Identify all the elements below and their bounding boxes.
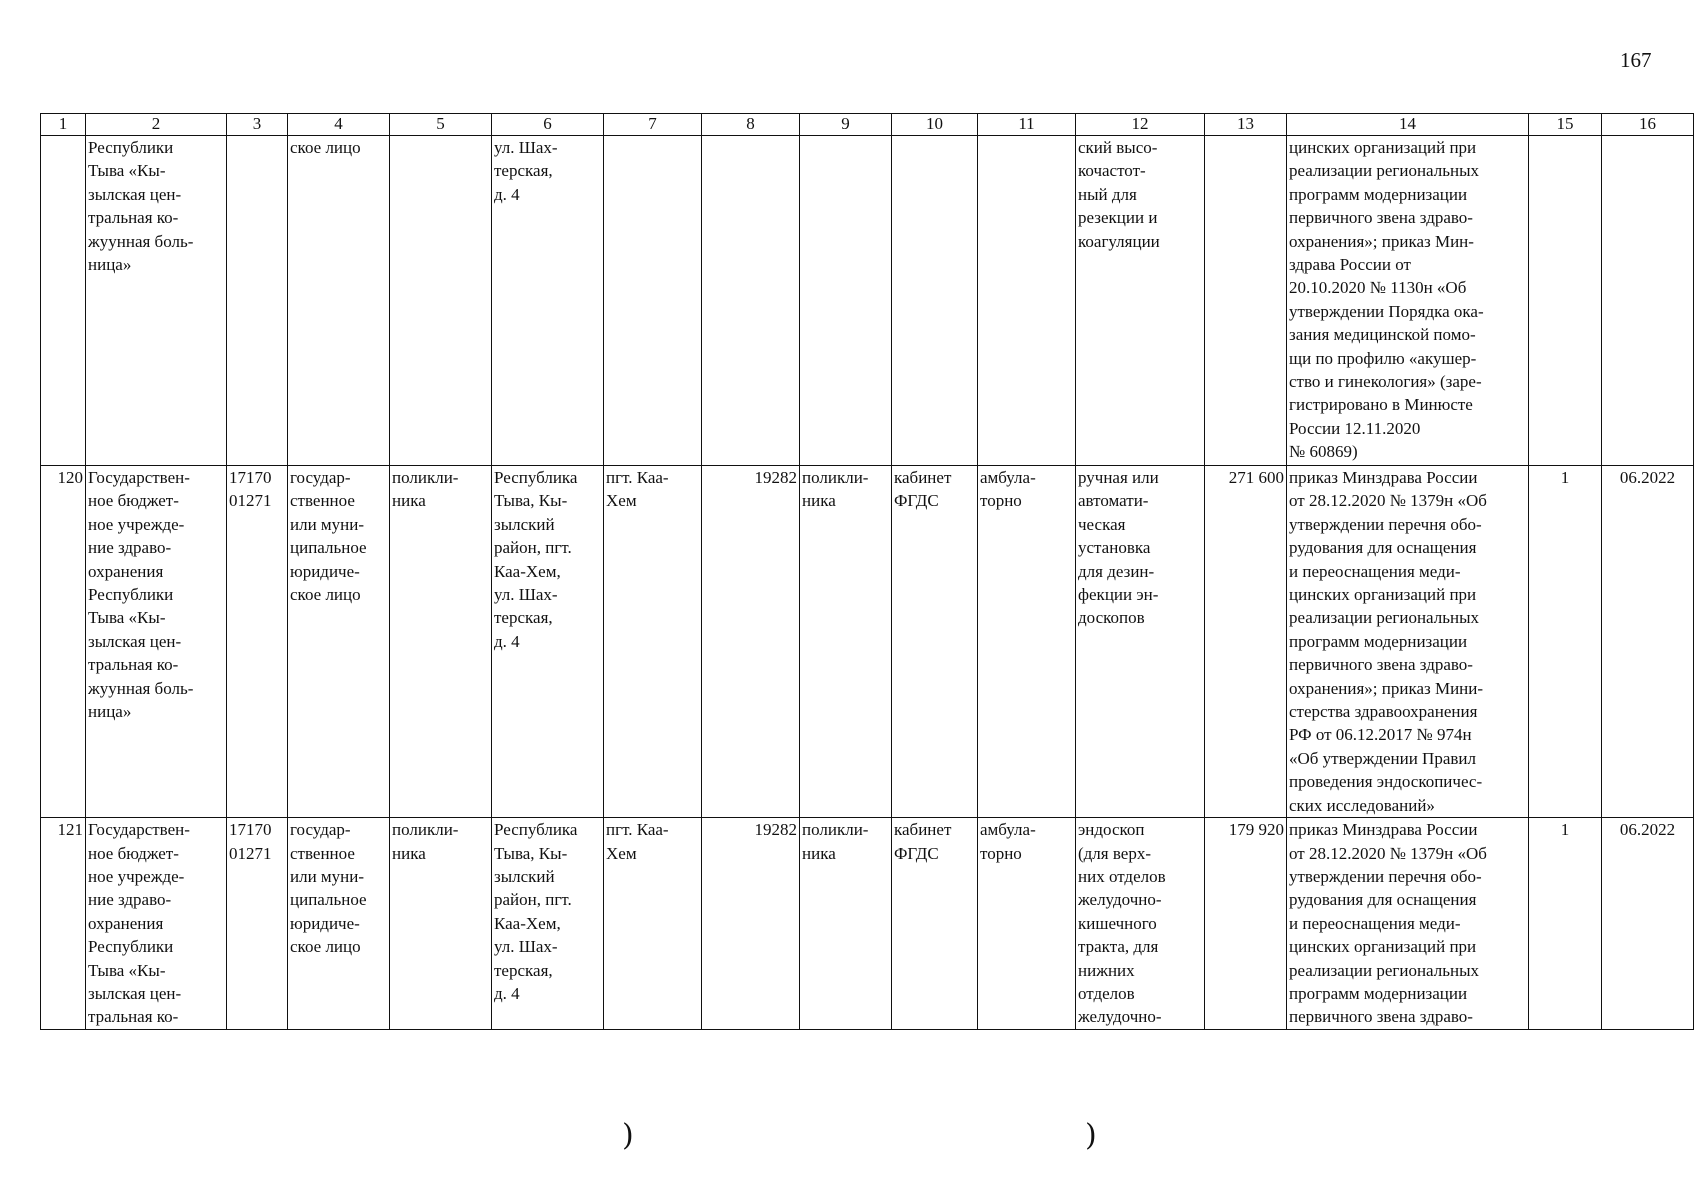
column-header: 12 — [1076, 114, 1205, 136]
row-number — [41, 136, 86, 466]
column-header: 9 — [800, 114, 892, 136]
organization-name: Республики Тыва «Кы- зылская цен- тральная ко- жуунная боль- ница» — [86, 136, 227, 466]
table-row — [41, 466, 1694, 818]
column-header: 15 — [1529, 114, 1602, 136]
row-number: 120 — [41, 466, 86, 818]
organization-code — [227, 136, 288, 466]
equipment-name: ский высо- кочастот- ный для резекции и коагуляции — [1076, 136, 1205, 466]
unit-type: поликли- ника — [390, 818, 492, 1030]
delivery-date: 06.2022 — [1602, 466, 1694, 818]
care-mode: амбула- торно — [978, 466, 1076, 818]
table-row — [41, 818, 1694, 1030]
cabinet: кабинет ФГДС — [892, 466, 978, 818]
column-header: 8 — [702, 114, 800, 136]
bottom-mark-left: ) — [622, 1118, 634, 1153]
settlement: пгт. Каа- Хем — [604, 466, 702, 818]
settlement — [604, 136, 702, 466]
equipment-cost: 179 920 — [1205, 818, 1287, 1030]
care-mode: амбула- торно — [978, 818, 1076, 1030]
column-header: 16 — [1602, 114, 1694, 136]
column-header: 3 — [227, 114, 288, 136]
equipment-cost: 271 600 — [1205, 466, 1287, 818]
column-header: 13 — [1205, 114, 1287, 136]
organization-name: Государствен- ное бюджет- ное учрежде- ние здраво- охранения Республики Тыва «Кы- зылская цен- тральная ко- — [86, 818, 227, 1030]
row-number: 121 — [41, 818, 86, 1030]
legal-basis: цинских организаций при реализации региональных программ модернизации первичного звена здраво- охранения»; приказ Мин- здрава России от 20.10.2020 № 1130н «Об утверждении Порядка ока- зания медицинской помо- щи по профилю «акушер- ство и гинекология» (заре- гистрировано в Минюсте России 12.11.2020 № 60869) — [1287, 136, 1529, 466]
delivery-date — [1602, 136, 1694, 466]
population-code: 19282 — [702, 466, 800, 818]
bottom-mark-right: ) — [1085, 1118, 1097, 1153]
column-header: 2 — [86, 114, 227, 136]
column-header: 4 — [288, 114, 390, 136]
population-code — [702, 136, 800, 466]
legal-form: ское лицо — [288, 136, 390, 466]
address: Республика Тыва, Кы- зылский район, пгт. Каа-Хем, ул. Шах- терская, д. 4 — [492, 466, 604, 818]
quantity: 1 — [1529, 466, 1602, 818]
column-header: 10 — [892, 114, 978, 136]
cabinet — [892, 136, 978, 466]
legal-basis: приказ Минздрава России от 28.12.2020 № 1379н «Об утверждении перечня обо- рудования для оснащения и переоснащения меди- цинских организаций при реализации региональных программ модернизации первичного звена здраво- охранения»; приказ Мини- стерства здравоохранения РФ от 06.12.2017 № 974н «Об утверждении Правил проведения эндоскопичес- ских исследований» — [1287, 466, 1529, 818]
column-header: 5 — [390, 114, 492, 136]
legal-form: государ- ственное или муни- ципальное юридиче- ское лицо — [288, 818, 390, 1030]
address: Республика Тыва, Кы- зылский район, пгт. Каа-Хем, ул. Шах- терская, д. 4 — [492, 818, 604, 1030]
unit-type: поликли- ника — [390, 466, 492, 818]
department: поликли- ника — [800, 466, 892, 818]
organization-code: 17170 01271 — [227, 466, 288, 818]
quantity — [1529, 136, 1602, 466]
address: ул. Шах- терская, д. 4 — [492, 136, 604, 466]
register-table — [40, 113, 1694, 1030]
table-header-row — [41, 114, 1694, 136]
column-header: 11 — [978, 114, 1076, 136]
population-code: 19282 — [702, 818, 800, 1030]
care-mode — [978, 136, 1076, 466]
column-header: 7 — [604, 114, 702, 136]
delivery-date: 06.2022 — [1602, 818, 1694, 1030]
organization-code: 17170 01271 — [227, 818, 288, 1030]
legal-form: государ- ственное или муни- ципальное юридиче- ское лицо — [288, 466, 390, 818]
legal-basis: приказ Минздрава России от 28.12.2020 № 1379н «Об утверждении перечня обо- рудования для оснащения и переоснащения меди- цинских организаций при реализации региональных программ модернизации первичного звена здраво- — [1287, 818, 1529, 1030]
unit-type — [390, 136, 492, 466]
department — [800, 136, 892, 466]
column-header: 1 — [41, 114, 86, 136]
equipment-name: ручная или автомати- ческая установка для дезин- фекции эн- доскопов — [1076, 466, 1205, 818]
organization-name: Государствен- ное бюджет- ное учрежде- ние здраво- охранения Республики Тыва «Кы- зылская цен- тральная ко- жуунная боль- ница» — [86, 466, 227, 818]
quantity: 1 — [1529, 818, 1602, 1030]
cabinet: кабинет ФГДС — [892, 818, 978, 1030]
equipment-name: эндоскоп (для верх- них отделов желудочно- кишечного тракта, для нижних отделов желудочно- — [1076, 818, 1205, 1030]
page-number: 167 — [1620, 48, 1652, 72]
table-row — [41, 136, 1694, 466]
column-header: 14 — [1287, 114, 1529, 136]
equipment-cost — [1205, 136, 1287, 466]
department: поликли- ника — [800, 818, 892, 1030]
column-header: 6 — [492, 114, 604, 136]
settlement: пгт. Каа- Хем — [604, 818, 702, 1030]
